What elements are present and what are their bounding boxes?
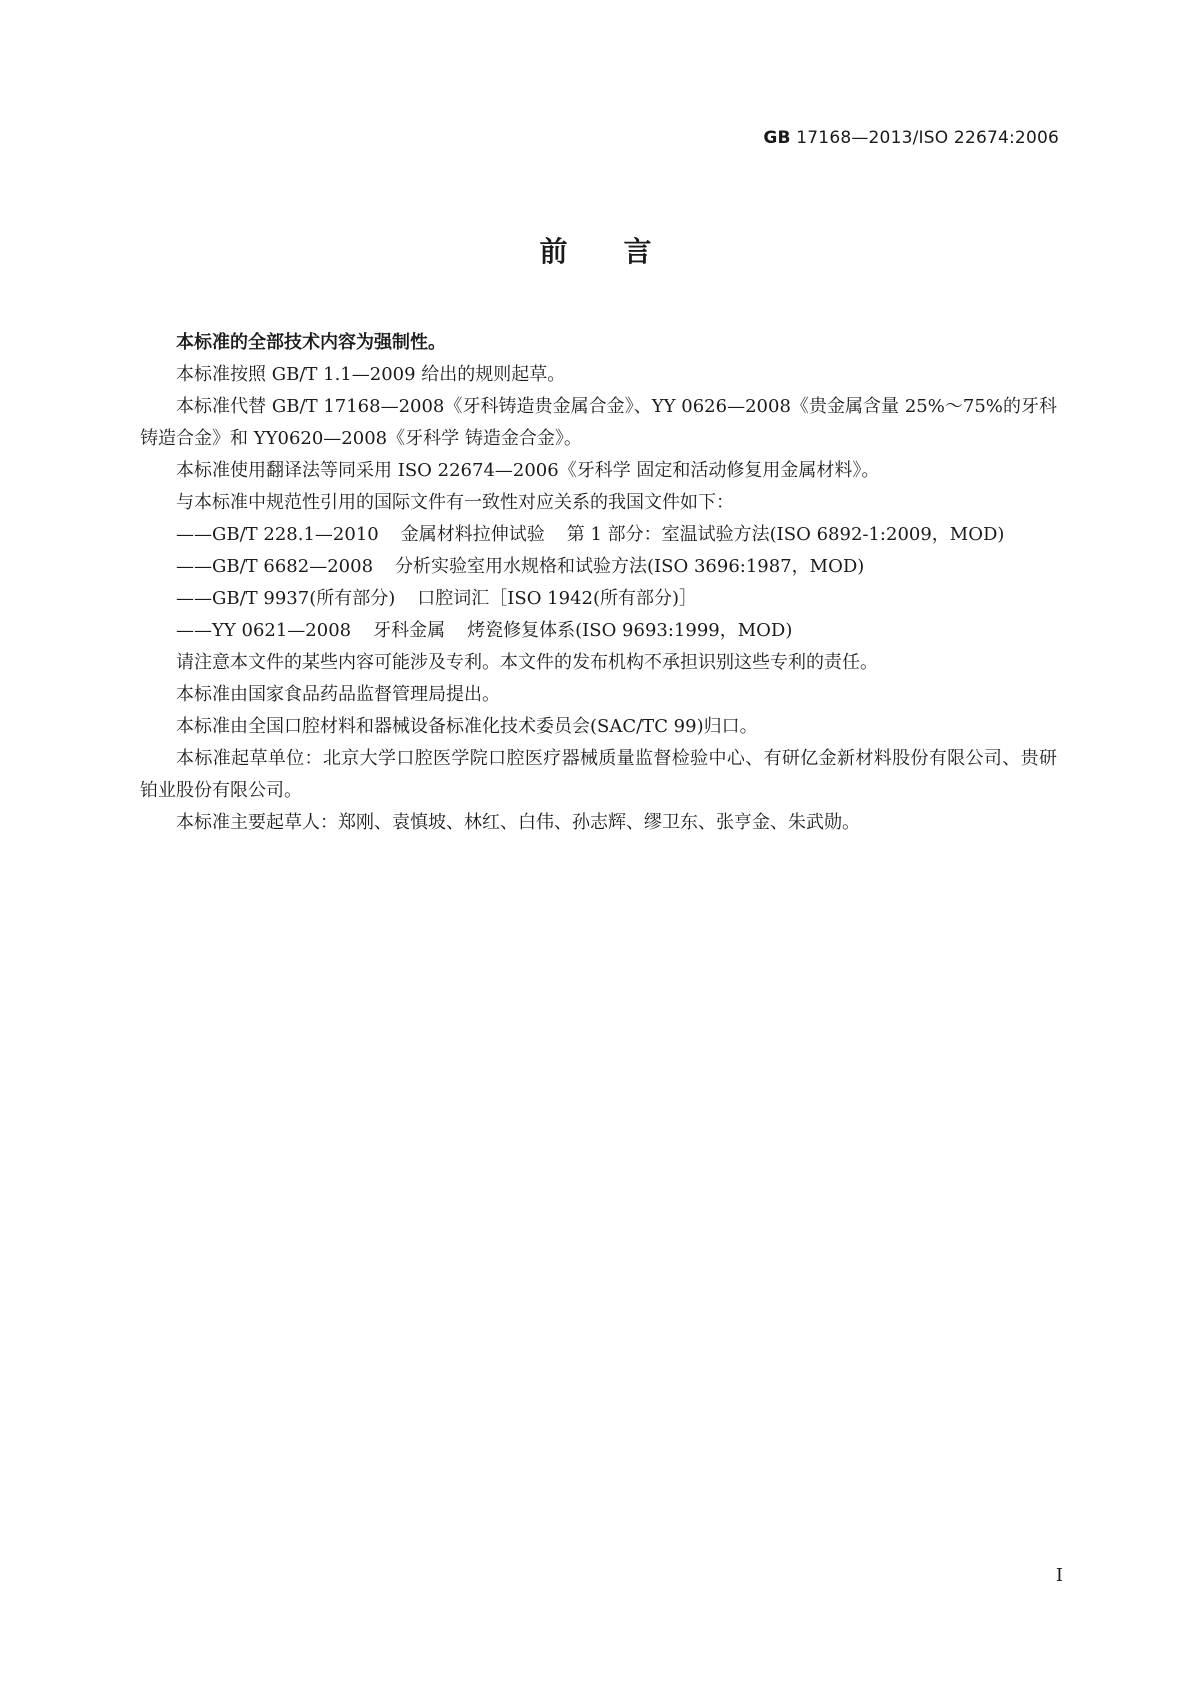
reference-item <box>140 615 1057 647</box>
paragraph-adoption: 本标准使用翻译法等同采用 ISO 22674—2006《牙科学 固定和活动修复用金属材料》。 <box>176 460 880 481</box>
paragraph-drafting-rules: 本标准按照 GB/T 1.1—2009 给出的规则起草。 <box>176 364 566 385</box>
standard-code-prefix: GB <box>763 128 791 148</box>
reference-code: ——GB/T 228.1—2010 <box>176 524 379 545</box>
reference-code: ——GB/T 9937(所有部分) <box>176 588 396 609</box>
reference-code: ——GB/T 6682—2008 <box>176 556 374 577</box>
reference-item <box>140 551 1057 583</box>
paragraph-drafting-units: 本标准起草单位：北京大学口腔医学院口腔医疗器械质量监督检验中心、有研亿金新材料股份有限公司、贵研铂业股份有限公司。 <box>140 748 1057 801</box>
standard-code-rest: 17168—2013/ISO 22674:2006 <box>796 128 1059 148</box>
paragraph-drafters: 本标准主要起草人：郑刚、袁慎坡、林红、白伟、孙志辉、缪卫东、张亨金、朱武勋。 <box>176 812 860 833</box>
reference-item <box>140 519 1057 551</box>
standard-code <box>763 128 1059 148</box>
reference-title: 口腔词汇［ISO 1942(所有部分)］ <box>417 588 698 609</box>
reference-code: ——YY 0621—2008 <box>176 620 352 641</box>
paragraph-replaces: 本标准代替 GB/T 17168—2008《牙科铸造贵金属合金》、YY 0626—2008《贵金属含量 25%～75%的牙科铸造合金》和 YY0620—2008《牙科学 铸造金合金》。 <box>140 396 1057 449</box>
preface-body <box>140 327 1057 839</box>
paragraph-mandatory: 本标准的全部技术内容为强制性。 <box>176 332 446 353</box>
reference-title: 分析实验室用水规格和试验方法(ISO 3696:1987，MOD) <box>395 556 865 577</box>
reference-title: 金属材料拉伸试验 <box>400 524 545 545</box>
paragraph-references-intro: 与本标准中规范性引用的国际文件有一致性对应关系的我国文件如下： <box>176 492 734 513</box>
page-number: I <box>1055 1565 1063 1586</box>
paragraph-proposed-by: 本标准由国家食品药品监督管理局提出。 <box>176 684 500 705</box>
reference-title: 牙科金属 <box>373 620 446 641</box>
reference-detail: 第 1 部分：室温试验方法(ISO 6892-1:2009，MOD) <box>566 524 1005 545</box>
paragraph-patent-notice: 请注意本文件的某些内容可能涉及专利。本文件的发布机构不承担识别这些专利的责任。 <box>176 652 878 673</box>
paragraph-centralized-by: 本标准由全国口腔材料和器械设备标准化技术委员会(SAC/TC 99)归口。 <box>176 716 758 737</box>
page-title: 前言 <box>539 235 708 268</box>
reference-detail: 烤瓷修复体系(ISO 9693:1999，MOD) <box>467 620 793 641</box>
reference-item <box>140 583 1057 615</box>
